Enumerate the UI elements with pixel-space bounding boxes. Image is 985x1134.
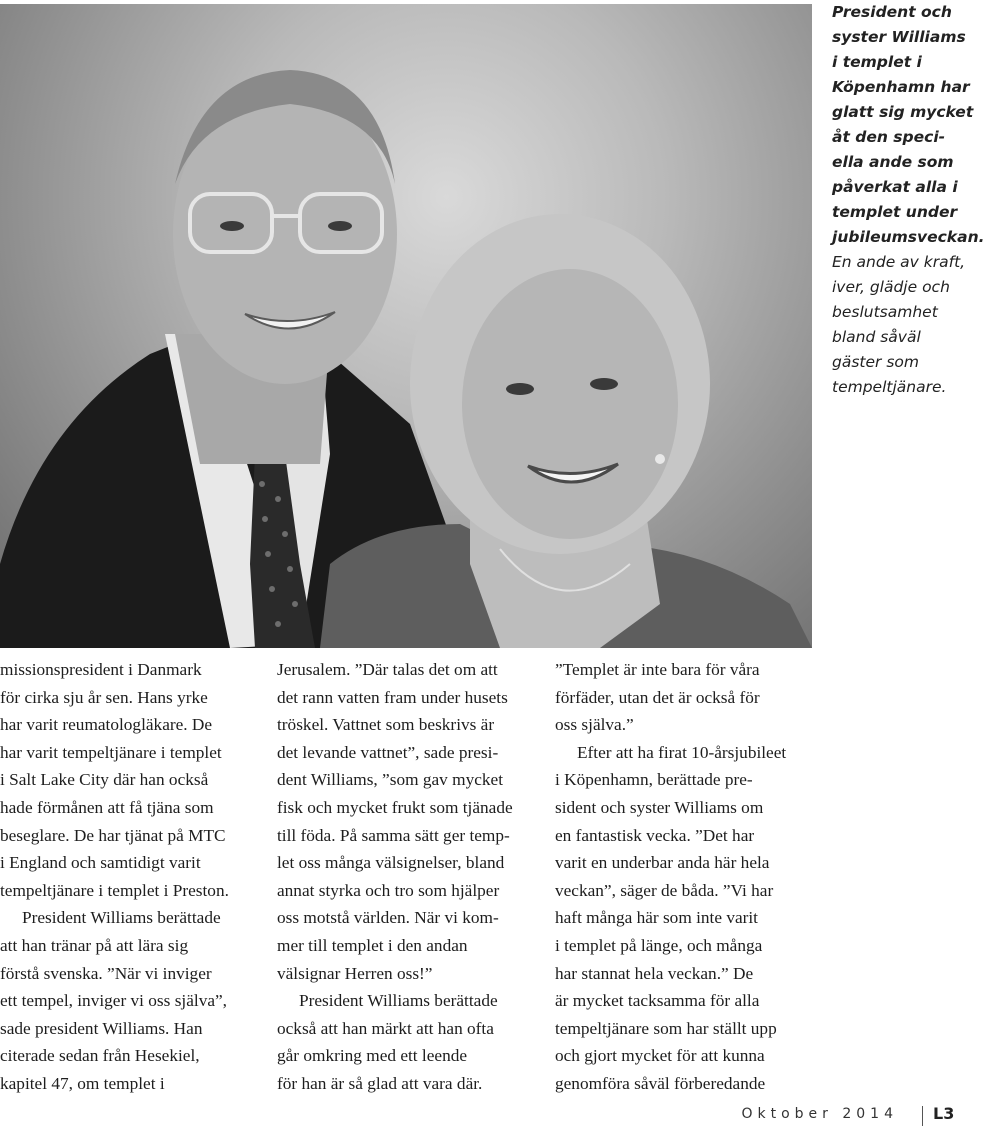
text-line: att han tränar på att lära sig [0,935,189,955]
caption-line: templet under [832,203,958,221]
text-line: i Köpenhamn, berättade pre- [555,770,753,790]
text-line: har varit reumatologläkare. De [0,715,213,735]
text-line: hade förmånen att få tjäna som [0,797,214,817]
text-line: varit en underbar anda här hela [555,853,770,873]
text-line: Efter att ha firat 10-årsjubileet [577,742,787,762]
caption-line: President och [832,3,952,21]
article-column-3 [555,656,815,1098]
issue-date: Oktober 2014 [741,1106,898,1122]
caption-line: glatt sig mycket [832,103,974,121]
text-line: till föda. På samma sätt ger temp- [277,825,510,845]
caption-line: i templet i [832,53,922,71]
page-number: L3 [933,1104,955,1123]
text-line: haft många här som inte varit [555,908,758,928]
article-column-1 [0,656,250,1098]
text-line: ett tempel, inviger vi oss själva”, [0,991,228,1011]
text-line: let oss många välsignelser, bland [277,853,505,873]
text-line: det levande vattnet”, sade presi- [277,742,499,762]
caption-line: beslutsamhet [832,303,938,321]
footer-divider [922,1106,923,1126]
text-line: oss själva.” [555,715,634,735]
text-line: ”Templet är inte bara för våra [555,660,760,679]
text-line: förstå svenska. ”När vi inviger [0,963,212,983]
photo-caption [832,0,985,400]
caption-line: bland såväl [832,328,921,346]
caption-line: åt den speci- [832,128,946,146]
text-line: tempeltjänare som har ställt upp [555,1018,777,1038]
text-line: välsignar Herren oss!” [277,963,433,983]
text-line: det rann vatten fram under husets [277,687,508,707]
text-line: har varit tempeltjänare i templet [0,742,222,762]
text-line: och gjort mycket för att kunna [555,1046,765,1066]
portrait-photo [0,4,812,648]
article-column-2 [277,656,542,1098]
text-line: i templet på länge, och många [555,935,763,955]
text-line: President Williams berättade [299,991,498,1011]
text-line: tempeltjänare i templet i Preston. [0,880,229,900]
text-line: genomföra såväl förberedande [555,1073,766,1093]
text-line: missionspresident i Danmark [0,660,202,679]
text-line: i England och samtidigt varit [0,853,201,873]
text-line: kapitel 47, om templet i [0,1073,165,1093]
text-line: oss motstå världen. När vi kom- [277,908,499,928]
text-line: dent Williams, ”som gav mycket [277,770,503,790]
text-line: i Salt Lake City där han också [0,770,209,790]
caption-bold-block [832,0,985,250]
caption-line: tempeltjänare. [832,378,947,396]
text-line: också att han märkt att han ofta [277,1018,494,1038]
text-line: är mycket tacksamma för alla [555,991,760,1011]
text-line: tröskel. Vattnet som beskrivs är [277,715,495,735]
text-line: veckan”, säger de båda. ”Vi har [555,880,774,900]
text-line: annat styrka och tro som hjälper [277,880,500,900]
caption-line: gäster som [832,353,919,371]
caption-line: iver, glädje och [832,278,950,296]
caption-line: ella ande som [832,153,954,171]
caption-line: påverkat alla i [832,178,958,196]
text-line: Jerusalem. ”Där talas det om att [277,660,498,679]
caption-line: En ande av kraft, [832,253,966,271]
caption-line: Köpenhamn har [832,78,970,96]
text-line: sident och syster Williams om [555,797,764,817]
text-line: för cirka sju år sen. Hans yrke [0,687,208,707]
caption-line: syster Williams [832,28,966,46]
text-line: förfäder, utan det är också för [555,687,760,707]
text-line: President Williams berättade [22,908,221,928]
text-line: citerade sedan från Hesekiel, [0,1046,200,1066]
text-line: för han är så glad att vara där. [277,1073,483,1093]
text-line: fisk och mycket frukt som tjänade [277,797,513,817]
text-line: har stannat hela veckan.” De [555,963,754,983]
caption-line: jubileumsveckan. [832,228,985,246]
portrait-illustration [0,4,812,648]
text-line: en fantastisk vecka. ”Det har [555,825,755,845]
page-footer [0,1106,960,1126]
text-line: beseglare. De har tjänat på MTC [0,825,226,845]
text-line: går omkring med ett leende [277,1046,468,1066]
text-line: mer till templet i den andan [277,935,468,955]
text-line: sade president Williams. Han [0,1018,203,1038]
